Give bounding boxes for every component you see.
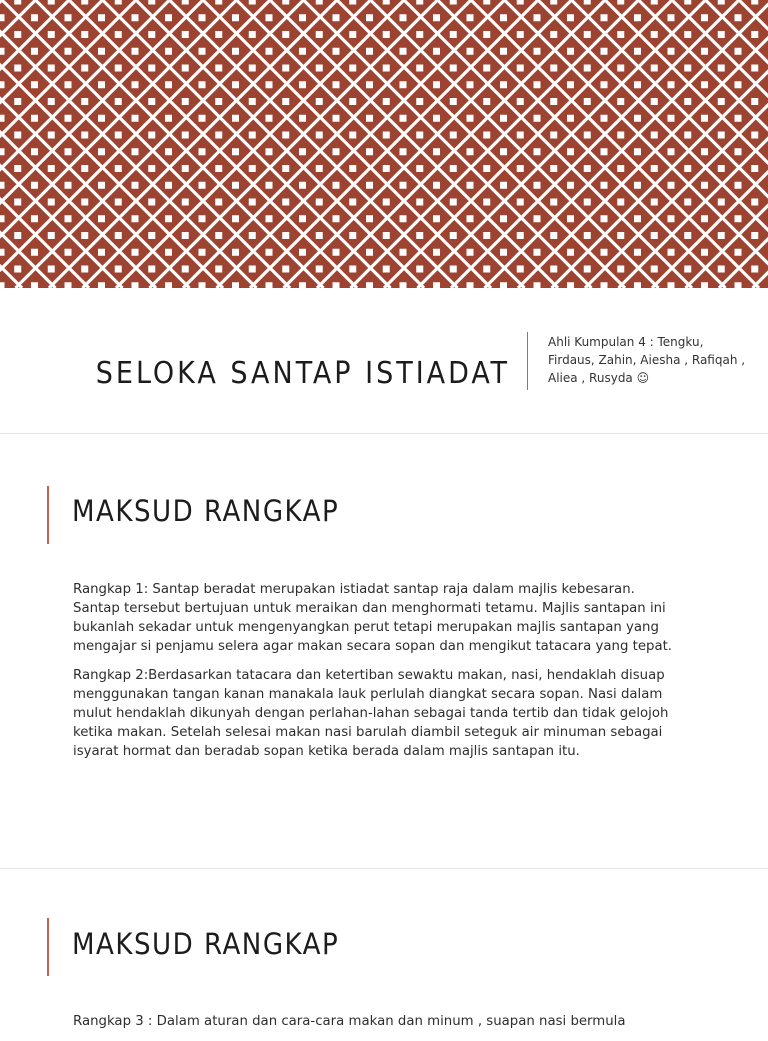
slide-maksud-rangkap-2 — [0, 869, 768, 1024]
paragraph-rangkap-1: Rangkap 1: Santap beradat merupakan istiadat santap raja dalam majlis kebesaran. Santap tersebut bertujuan untuk meraikan dan menghormati tetamu. Majlis santapan ini bukanlah sekadar untuk mengenyangkan perut tetapi merupakan majlis santapan yang mengajar si penjamu selera agar makan secara sopan dan mengikut tatacara yang tepat. — [73, 580, 673, 656]
decorative-pattern-banner — [0, 0, 768, 288]
title-slide-header — [0, 288, 768, 418]
section-heading: MAKSUD RANGKAP — [72, 927, 339, 961]
slide-maksud-rangkap-1 — [0, 434, 768, 868]
section-heading: MAKSUD RANGKAP — [72, 494, 339, 528]
paragraph-rangkap-3: Rangkap 3 : Dalam aturan dan cara-cara makan dan minum , suapan nasi bermula — [73, 1012, 673, 1031]
heading-accent-bar — [47, 918, 49, 976]
group-members: Ahli Kumpulan 4 : Tengku, Firdaus, Zahin, Aiesha , Rafiqah , Aliea , Rusyda ☺ — [548, 333, 748, 387]
paragraph-rangkap-2: Rangkap 2:Berdasarkan tatacara dan ketertiban sewaktu makan, nasi, hendaklah disuap menggunakan tangan kanan manakala lauk perlulah diangkat secara sopan. Nasi dalam mulut hendaklah dikunyah dengan perlahan-lahan sebagai tanda tertib dan tidak gelojoh ketika makan. Setelah selesai makan nasi barulah diambil seteguk air minuman sebagai isyarat hormat dan beradab sopan ketika berada dalam majlis santapan itu. — [73, 666, 673, 761]
title-divider — [527, 332, 528, 390]
section-body — [73, 580, 673, 771]
presentation-title: SELOKA SANTAP ISTIADAT — [96, 356, 510, 391]
heading-accent-bar — [47, 486, 49, 544]
section-body — [73, 1012, 673, 1041]
